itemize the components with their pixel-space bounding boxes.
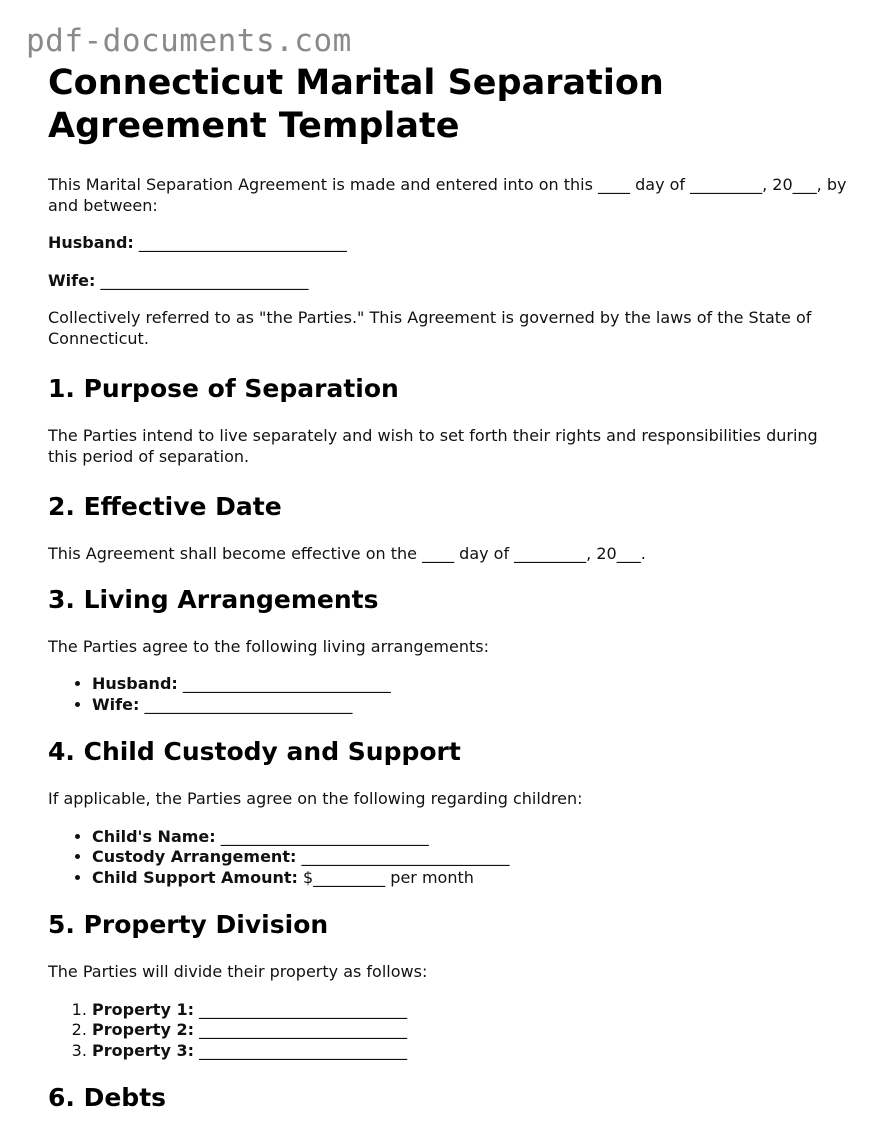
item-label: Property 1: <box>92 999 194 1019</box>
item-blank: __________________________ <box>199 999 408 1019</box>
item-blank: __________________________ <box>199 1020 408 1039</box>
section-heading-property: 5. Property Division <box>48 910 329 939</box>
section-heading-living: 3. Living Arrangements <box>48 584 379 614</box>
section-text-property: The Parties will divide their property as follows: <box>48 962 428 981</box>
husband-label: Husband: <box>48 233 134 252</box>
list-item <box>92 1041 848 1062</box>
item-label: Husband: <box>92 674 178 693</box>
list-item <box>92 674 848 695</box>
list-item <box>92 827 848 848</box>
item-blank: __________________________ <box>199 1040 408 1060</box>
wife-label: Wife: <box>48 270 96 290</box>
document-page <box>48 62 848 1135</box>
section-heading-purpose: 1. Purpose of Separation <box>48 374 399 403</box>
list-item <box>92 847 848 868</box>
custody-list <box>48 827 848 889</box>
item-blank: __________________________ <box>301 847 510 866</box>
item-blank: $_________ per month <box>303 867 474 887</box>
list-item <box>92 1020 848 1041</box>
list-item <box>92 1000 848 1021</box>
list-item <box>92 868 848 889</box>
husband-blank: __________________________ <box>138 233 347 252</box>
section-heading-custody: 4. Child Custody and Support <box>48 737 461 766</box>
section-text-purpose: The Parties intend to live separately and wish to set forth their rights and responsibilities during this period of separation. <box>48 426 818 466</box>
section-heading-debts: 6. Debts <box>48 1083 167 1112</box>
wife-line <box>48 271 848 292</box>
property-list <box>48 1000 848 1062</box>
item-label: Child's Name: <box>92 826 216 846</box>
item-blank: __________________________ <box>144 694 353 714</box>
parties-paragraph: Collectively referred to as "the Parties." This Agreement is governed by the laws of the State of Connecticut. <box>48 308 812 348</box>
section-text-living: The Parties agree to the following living arrangements: <box>48 636 489 656</box>
document-title: Connecticut Marital Separation Agreement Template <box>48 63 664 146</box>
wife-blank: __________________________ <box>100 270 309 290</box>
watermark: pdf-documents.com <box>26 23 352 59</box>
item-label: Property 3: <box>92 1040 194 1060</box>
item-label: Property 2: <box>92 1020 194 1039</box>
item-blank: __________________________ <box>220 826 429 846</box>
list-item <box>92 695 848 716</box>
item-label: Custody Arrangement: <box>92 847 297 866</box>
intro-paragraph: This Marital Separation Agreement is made and entered into on this ____ day of _________, 20___, by and between: <box>48 175 847 215</box>
item-blank: __________________________ <box>182 674 391 693</box>
living-list <box>48 674 848 715</box>
item-label: Child Support Amount: <box>92 867 298 887</box>
section-text-custody: If applicable, the Parties agree on the following regarding children: <box>48 789 583 808</box>
item-label: Wife: <box>92 694 140 714</box>
section-heading-effective-date: 2. Effective Date <box>48 492 282 521</box>
husband-line <box>48 233 848 254</box>
section-text-effective-date: This Agreement shall become effective on the ____ day of _________, 20___. <box>48 544 646 563</box>
